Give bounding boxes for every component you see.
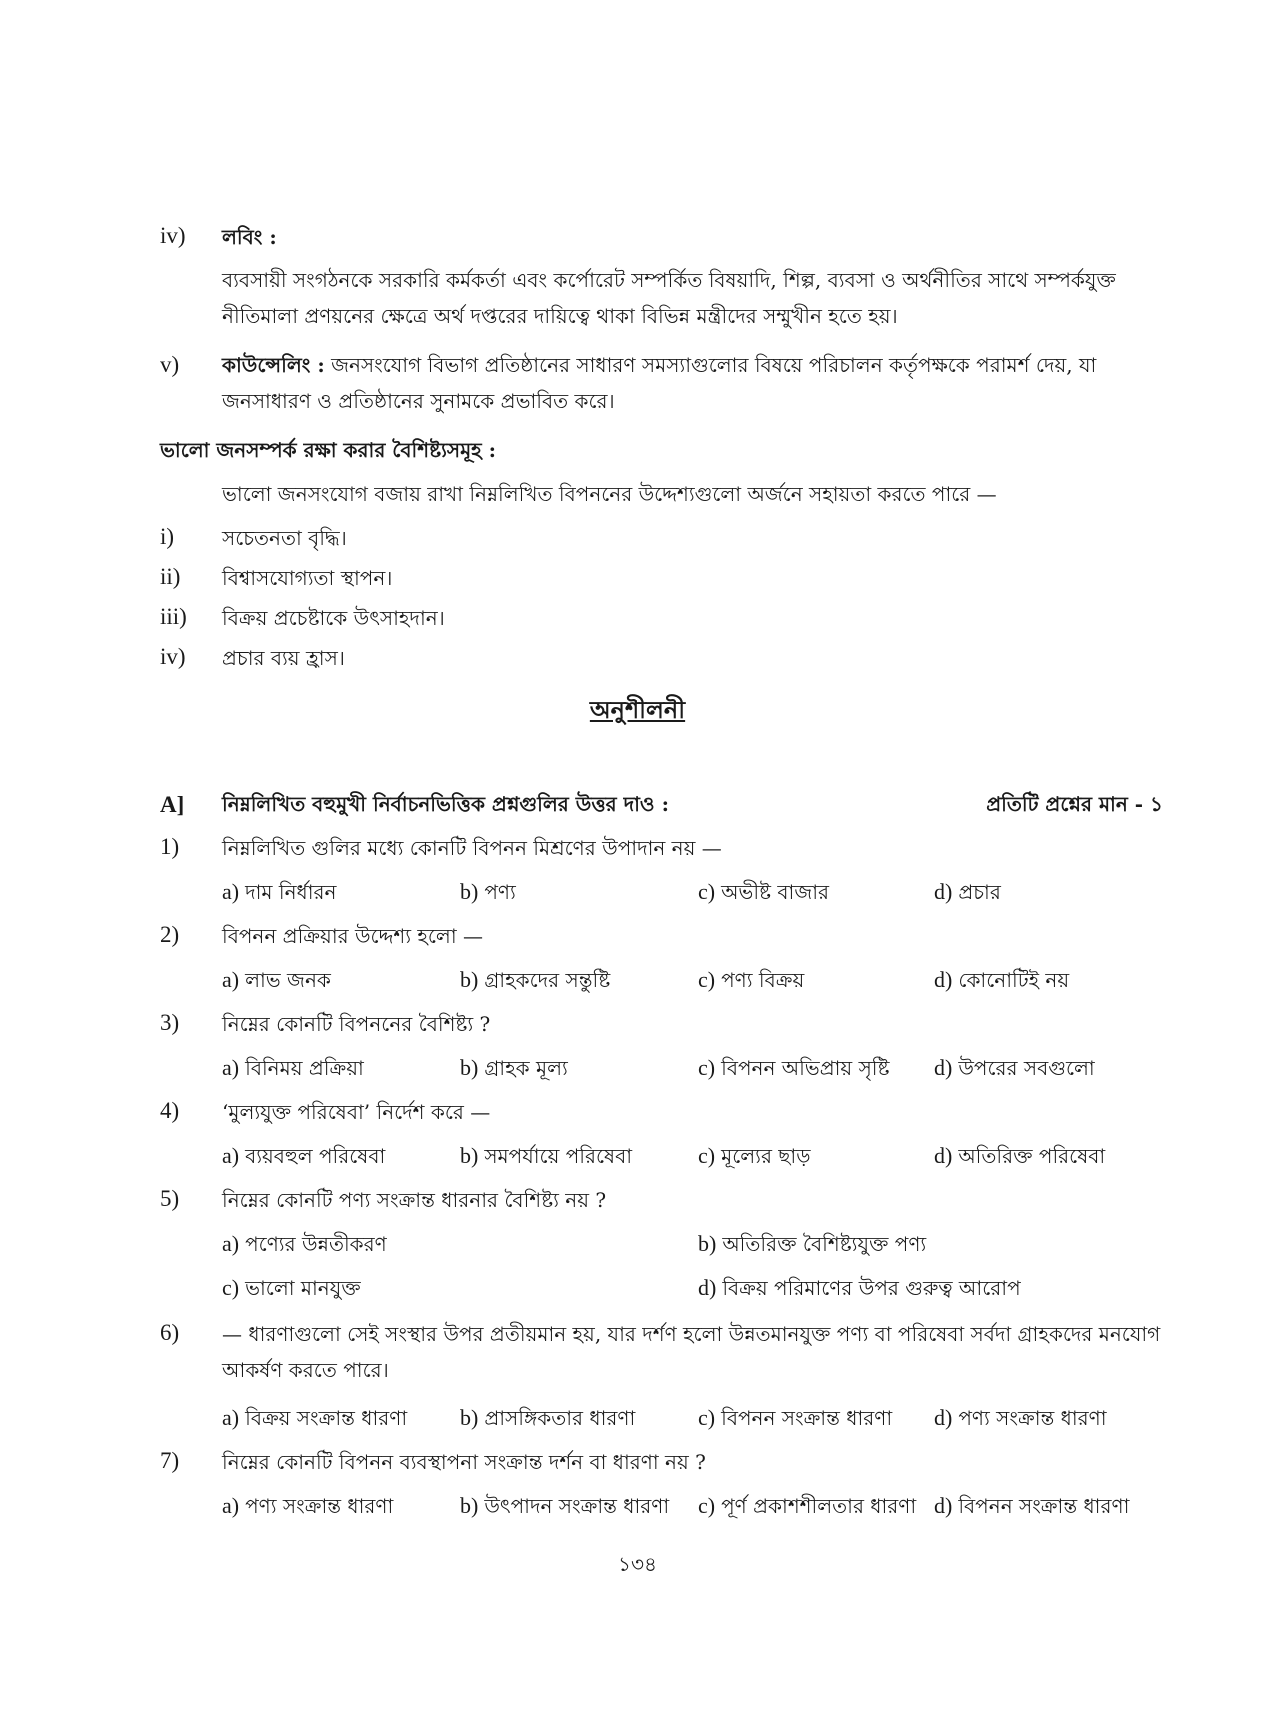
option-d: d) উপরের সবগুলো	[934, 1055, 1095, 1080]
feature-number: i)	[160, 524, 175, 549]
marks-per-question: প্রতিটি প্রশ্নের মান - ১	[986, 792, 1163, 816]
question-number: 2)	[160, 922, 180, 947]
section-label: A]	[160, 792, 185, 817]
question-text: নিম্নের কোনটি বিপনন ব্যবস্থাপনা সংক্রান্ত দর্শন বা ধারণা নয় ?	[222, 1450, 706, 1474]
counseling-title: কাউন্সেলিং :	[222, 353, 325, 377]
lobbying-title: লবিং :	[222, 225, 277, 249]
option-d: d) বিপনন সংক্রান্ত ধারণা	[934, 1493, 1130, 1518]
option-a: a) বিক্রয় সংক্রান্ত ধারণা	[222, 1405, 408, 1430]
lobbying-number: iv)	[160, 223, 186, 248]
option-b: b) অতিরিক্ত বৈশিষ্ট্যযুক্ত পণ্য	[698, 1231, 927, 1256]
question-number: 4)	[160, 1098, 180, 1123]
option-c: c) পণ্য বিক্রয়	[698, 967, 805, 992]
option-c: c) পূর্ণ প্রকাশশীলতার ধারণা	[698, 1493, 917, 1518]
counseling-paragraph	[222, 347, 1162, 419]
option-a: a) দাম নির্ধারন	[222, 879, 337, 904]
option-b: b) পণ্য	[460, 879, 516, 904]
option-d: d) পণ্য সংক্রান্ত ধারণা	[934, 1405, 1107, 1430]
counseling-text: জনসংযোগ বিভাগ প্রতিষ্ঠানের সাধারণ সমস্যাগুলোর বিষয়ে পরিচালন কর্তৃপক্ষকে পরামর্শ দেয়, যা জনসাধারণ ও প্রতিষ্ঠানের সুনামকে প্রভাবিত করে।	[222, 353, 1097, 413]
question-number: 6)	[160, 1320, 180, 1345]
features-heading: ভালো জনসম্পর্ক রক্ষা করার বৈশিষ্ট্যসমূহ :	[160, 438, 497, 462]
option-d: d) কোনোটিই নয়	[934, 967, 1070, 992]
question-number: 5)	[160, 1186, 180, 1211]
option-d: d) প্রচার	[934, 879, 1001, 904]
option-a: a) পণ্য সংক্রান্ত ধারণা	[222, 1493, 394, 1518]
counseling-number: v)	[160, 352, 180, 377]
question-text: নিম্নলিখিত গুলির মধ্যে কোনটি বিপনন মিশ্রণের উপাদান নয় —	[222, 836, 722, 860]
feature-text: সচেতনতা বৃদ্ধি।	[222, 526, 347, 550]
lobbying-text: ব্যবসায়ী সংগঠনকে সরকারি কর্মকর্তা এবং কর্পোরেট সম্পর্কিত বিষয়াদি, শিল্প, ব্যবসা ও অর্থনীতির সাথে সম্পর্কযুক্ত নীতিমালা প্রণয়নের ক্ষেত্রে অর্থ দপ্তরের দায়িত্বে থাকা বিভিন্ন মন্ত্রীদের সম্মুখীন হতে হয়।	[222, 268, 1116, 328]
question-text: — ধারণাগুলো সেই সংস্থার উপর প্রতীয়মান হয়, যার দর্শণ হলো উন্নতমানযুক্ত পণ্য বা পরিষেবা সর্বদা গ্রাহকদের মনযোগ আকর্ষণ করতে পারে।	[222, 1322, 1161, 1382]
option-a: a) লাভ জনক	[222, 967, 331, 992]
section-instruction: নিম্নলিখিত বহুমুখী নির্বাচনভিত্তিক প্রশ্নগুলির উত্তর দাও :	[222, 792, 669, 816]
question-number: 7)	[160, 1448, 180, 1473]
option-c: c) বিপনন সংক্রান্ত ধারণা	[698, 1405, 893, 1430]
option-a: a) ব্যয়বহুল পরিষেবা	[222, 1143, 386, 1168]
option-d: d) বিক্রয় পরিমাণের উপর গুরুত্ব আরোপ	[698, 1275, 1021, 1300]
question-number: 1)	[160, 834, 180, 859]
option-b: b) গ্রাহক মূল্য	[460, 1055, 568, 1080]
feature-number: iii)	[160, 604, 187, 629]
feature-text: বিশ্বাসযোগ্যতা স্থাপন।	[222, 566, 393, 590]
option-a: a) বিনিময় প্রক্রিয়া	[222, 1055, 364, 1080]
feature-text: বিক্রয় প্রচেষ্টাকে উৎসাহদান।	[222, 606, 445, 630]
option-c: c) মূল্যের ছাড়	[698, 1143, 811, 1168]
feature-number: iv)	[160, 644, 186, 669]
option-b: b) প্রাসঙ্গিকতার ধারণা	[460, 1405, 636, 1430]
option-b: b) উৎপাদন সংক্রান্ত ধারণা	[460, 1493, 670, 1518]
exercise-title: অনুশীলনী	[589, 695, 686, 724]
option-b: b) সমপর্যায়ে পরিষেবা	[460, 1143, 633, 1168]
question-number: 3)	[160, 1010, 180, 1035]
question-text: ‘মুল্যযুক্ত পরিষেবা’ নির্দেশ করে —	[222, 1100, 491, 1124]
option-c: c) বিপনন অভিপ্রায় সৃষ্টি	[698, 1055, 890, 1080]
question-text: নিম্নের কোনটি পণ্য সংক্রান্ত ধারনার বৈশিষ্ট্য নয় ?	[222, 1188, 607, 1212]
features-intro: ভালো জনসংযোগ বজায় রাখা নিম্নলিখিত বিপননের উদ্দেশ্যগুলো অর্জনে সহায়তা করতে পারে —	[222, 482, 997, 506]
question-text: নিম্নের কোনটি বিপননের বৈশিষ্ট্য ?	[222, 1012, 491, 1036]
question-text: বিপনন প্রক্রিয়ার উদ্দেশ্য হলো —	[222, 924, 483, 948]
feature-text: প্রচার ব্যয় হ্রাস।	[222, 646, 345, 670]
page-number: ১৩৪	[618, 1552, 657, 1576]
option-c: c) ভালো মানযুক্ত	[222, 1275, 361, 1300]
option-d: d) অতিরিক্ত পরিষেবা	[934, 1143, 1106, 1168]
option-a: a) পণ্যের উন্নতীকরণ	[222, 1231, 387, 1256]
option-c: c) অভীষ্ট বাজার	[698, 879, 830, 904]
feature-number: ii)	[160, 564, 181, 589]
option-b: b) গ্রাহকদের সন্তুষ্টি	[460, 967, 611, 992]
